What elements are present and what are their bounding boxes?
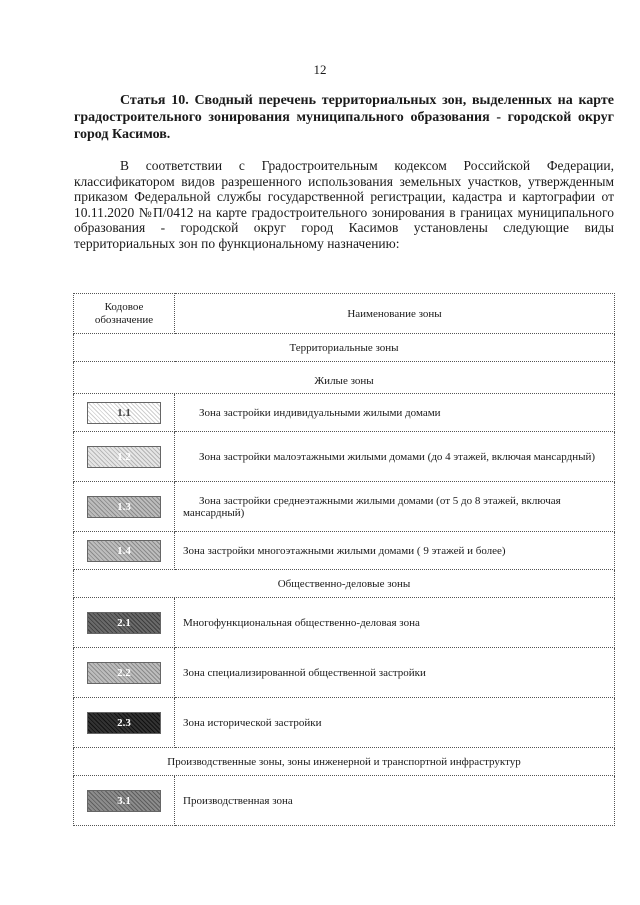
zone-swatch-2-2: 2.2 — [87, 662, 161, 684]
zone-swatch-3-1: 3.1 — [87, 790, 161, 812]
zone-swatch-2-1: 2.1 — [87, 612, 161, 634]
table-row — [74, 394, 615, 432]
table-row — [74, 532, 615, 570]
section-row-industrial — [74, 748, 615, 776]
zone-swatch-1-1: 1.1 — [87, 402, 161, 424]
table-row — [74, 482, 615, 532]
article-heading: Статья 10. Сводный перечень территориальных зон, выделенных на карте градостроительного зонирования муниципального образования - городской округ город Касимов. — [74, 93, 614, 142]
table-row — [74, 776, 615, 826]
page-number: 12 — [313, 62, 327, 77]
intro-paragraph: В соответствии с Градостроительным кодексом Российской Федерации, классификатором видов разрешенного использования земельных участков, утвержденным приказом Федеральной службы государственной регистрации, кадастра и картографии от 10.11.2020 №П/0412 на карте градостроительного зонирования в границах муниципального образования - городской округ город Касимов установлены следующие виды территориальных зон по функциональному назначению: — [74, 158, 614, 251]
table-row — [74, 598, 615, 648]
section-title-territorial: Территориальные зоны — [74, 334, 615, 362]
zone-name-1-4: Зона застройки многоэтажными жилыми домами ( 9 этажей и более) — [175, 532, 615, 570]
zone-name-2-1: Многофункциональная общественно-деловая зона — [175, 598, 615, 648]
zone-swatch-2-3: 2.3 — [87, 712, 161, 734]
zone-name-1-1: Зона застройки индивидуальными жилыми домами — [175, 394, 615, 432]
column-header-code-label: Кодовое обозначение — [94, 300, 154, 326]
zone-name-1-2: Зона застройки малоэтажными жилыми домами (до 4 этажей, включая мансардный) — [175, 432, 615, 482]
zone-swatch-1-2: 1.2 — [87, 446, 161, 468]
zone-name-1-3: Зона застройки среднеэтажными жилыми домами (от 5 до 8 этажей, включая мансардный) — [175, 482, 615, 532]
section-title-industrial: Производственные зоны, зоны инженерной и транспортной инфраструктур — [74, 748, 615, 776]
section-row-territorial — [74, 334, 615, 362]
zone-name-3-1: Производственная зона — [175, 776, 615, 826]
table-row — [74, 648, 615, 698]
zone-swatch-1-4: 1.4 — [87, 540, 161, 562]
column-header-name: Наименование зоны — [175, 294, 615, 334]
section-title-business: Общественно-деловые зоны — [74, 570, 615, 598]
table-header-row — [74, 294, 615, 334]
section-title-residential: Жилые зоны — [74, 362, 615, 394]
column-header-code — [74, 294, 175, 334]
section-row-residential — [74, 362, 615, 394]
zone-name-2-3: Зона исторической застройки — [175, 698, 615, 748]
table-row — [74, 698, 615, 748]
zone-name-2-2: Зона специализированной общественной застройки — [175, 648, 615, 698]
zones-table — [73, 293, 615, 826]
zone-swatch-1-3: 1.3 — [87, 496, 161, 518]
table-row — [74, 432, 615, 482]
section-row-business — [74, 570, 615, 598]
